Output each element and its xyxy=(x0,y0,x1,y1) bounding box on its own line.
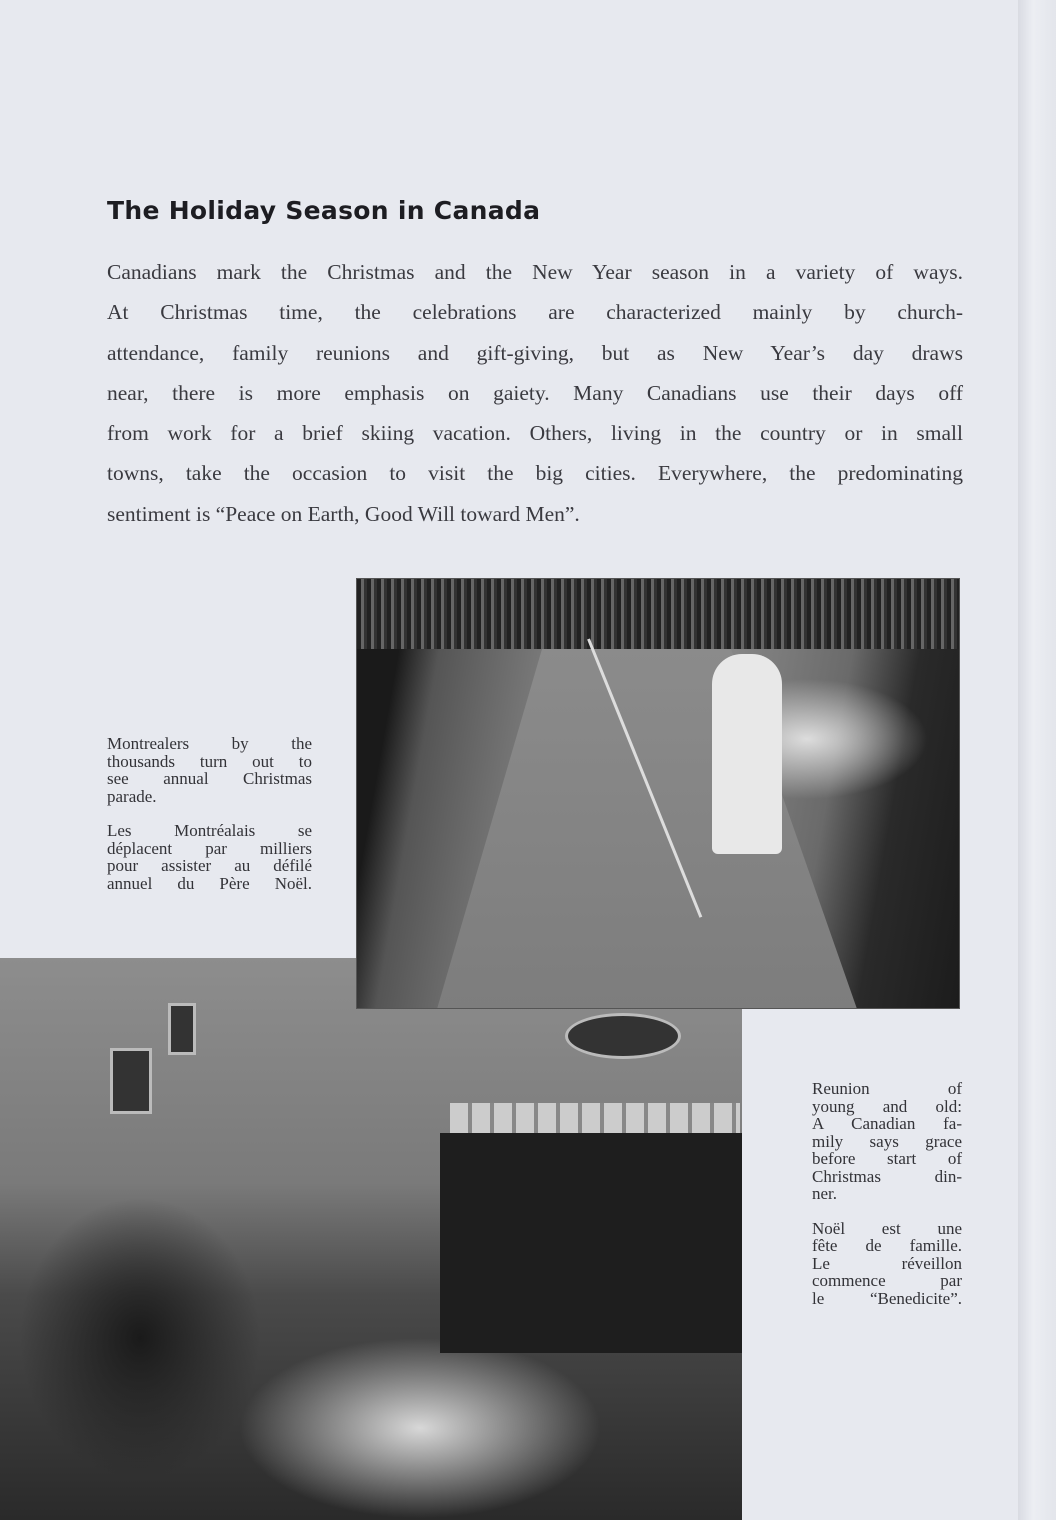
caption-line: le “Benedicite”. xyxy=(812,1288,962,1308)
caption-line: commence par xyxy=(812,1271,962,1290)
crowd xyxy=(357,579,959,649)
caption-line: Les Montréalais se xyxy=(107,821,312,840)
caption-line: parade. xyxy=(107,786,157,806)
dinner-caption xyxy=(812,1080,962,1307)
caption-line: Montrealers by the xyxy=(107,734,312,753)
caption-line: annuel du Père Noël. xyxy=(107,873,312,893)
caption-line: Le réveillon xyxy=(812,1253,962,1273)
body-line: Canadians mark the Christmas and the New Year season in a variety of ways. xyxy=(107,260,963,284)
caption-line: before start of xyxy=(812,1149,962,1168)
body-line: near, there is more emphasis on gaiety. Many Canadians use their days off xyxy=(107,380,963,405)
caption-line: see annual Christmas xyxy=(107,769,312,788)
page-fold xyxy=(1018,0,1056,1520)
caption-line: ner. xyxy=(812,1184,838,1203)
picture-frame xyxy=(110,1048,152,1114)
caption-line: young and old: xyxy=(812,1096,962,1116)
wall-plate xyxy=(565,1013,681,1059)
page-title: The Holiday Season in Canada xyxy=(107,196,541,225)
caption-line: pour assister au défilé xyxy=(107,856,312,875)
caption-line: Reunion of xyxy=(812,1079,962,1098)
body-line: from work for a brief skiing vacation. Others, living in the country or in small xyxy=(107,421,963,446)
parade-clown-figure xyxy=(712,654,782,854)
street xyxy=(437,649,857,1009)
christmas-dinner-photo xyxy=(0,958,742,1520)
caption-line: Noël est une xyxy=(812,1218,962,1238)
caption-line: déplacent par milliers xyxy=(107,838,312,858)
caption-line: A Canadian fa- xyxy=(812,1114,962,1133)
intro-paragraph xyxy=(107,252,963,534)
picture-frame xyxy=(168,1003,196,1055)
caption-line: thousands turn out to xyxy=(107,751,312,771)
caption-line: fête de famille. xyxy=(812,1236,962,1255)
body-line: sentiment is “Peace on Earth, Good Will toward Men”. xyxy=(107,501,580,526)
christmas-parade-photo xyxy=(356,578,960,1009)
sideboard xyxy=(440,1133,742,1353)
caption-line: mily says grace xyxy=(812,1131,962,1151)
parade-caption xyxy=(107,735,312,892)
body-line: At Christmas time, the celebrations are characterized mainly by church- xyxy=(107,300,963,325)
body-line: attendance, family reunions and gift-giving, but as New Year’s day draws xyxy=(107,340,963,365)
body-line: towns, take the occasion to visit the big cities. Everywhere, the predominating xyxy=(107,461,963,486)
caption-line: Christmas din- xyxy=(812,1166,962,1186)
